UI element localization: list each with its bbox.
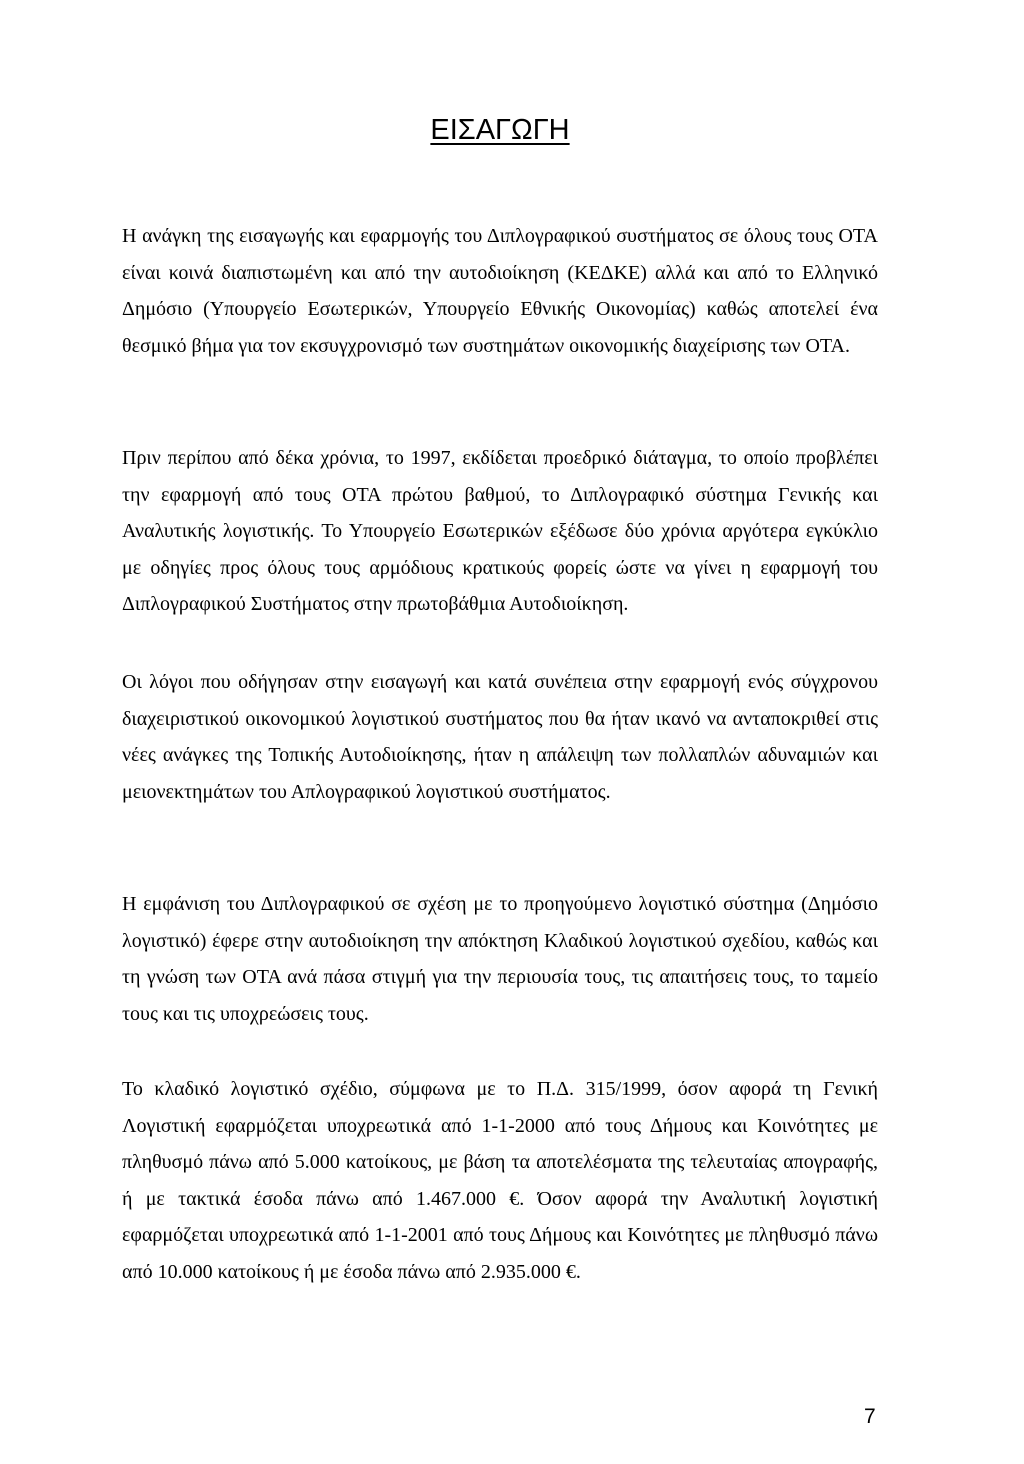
paragraph-3: Οι λόγοι που οδήγησαν στην εισαγωγή και κατά συνέπεια στην εφαρμογή ενός σύγχρονου διαχειριστικού οικονομικού λογιστικού συστήματος που θα ήταν ικανό να ανταποκριθεί στις νέες ανάγκες της Τοπικής Αυτοδιοίκησης, ήταν η απάλειψη των πολλαπλών αδυναμιών και μειονεκτημάτων του Απλογραφικού λογιστικού συστήματος. [122, 671, 878, 803]
page-number: 7 [864, 1405, 876, 1428]
paragraph-2: Πριν περίπου από δέκα χρόνια, το 1997, εκδίδεται προεδρικό διάταγμα, το οποίο προβλέπει την εφαρμογή από τους ΟΤΑ πρώτου βαθμού, το Διπλογραφικό σύστημα Γενικής και Αναλυτικής λογιστικής. Το Υπουργείο Εσωτερικών εξέδωσε δύο χρόνια αργότερα εγκύκλιο με οδηγίες προς όλους τους αρμόδιους κρατικούς φορείς ώστε να γίνει η εφαρμογή του Διπλογραφικού Συστήματος στην πρωτοβάθμια Αυτοδιοίκηση. [122, 447, 878, 616]
paragraph-5: Το κλαδικό λογιστικό σχέδιο, σύμφωνα με το Π.Δ. 315/1999, όσον αφορά τη Γενική Λογιστική εφαρμόζεται υποχρεωτικά από 1-1-2000 από τους Δήμους και Κοινότητες με πληθυσμό πάνω από 5.000 κατοίκους, με βάση τα αποτελέσματα της τελευταίας απογραφής, ή με τακτικά έσοδα πάνω από 1.467.000 €. Όσον αφορά την Αναλυτική λογιστική εφαρμόζεται υποχρεωτικά από 1-1-2001 από τους Δήμους και Κοινότητες με πληθυσμό πάνω από 10.000 κατοίκους ή με έσοδα πάνω από 2.935.000 €. [122, 1078, 878, 1283]
paragraph-1: Η ανάγκη της εισαγωγής και εφαρμογής του Διπλογραφικού συστήματος σε όλους τους ΟΤΑ είναι κοινά διαπιστωμένη και από την αυτοδιοίκηση (ΚΕΔΚΕ) αλλά και από το Ελληνικό Δημόσιο (Υπουργείο Εσωτερικών, Υπουργείο Εθνικής Οικονομίας) καθώς αποτελεί ένα θεσμικό βήμα για τον εκσυγχρονισμό των συστημάτων οικονομικής διαχείρισης των ΟΤΑ. [122, 225, 878, 357]
paragraph-4: Η εμφάνιση του Διπλογραφικού σε σχέση με το προηγούμενο λογιστικό σύστημα (Δημόσιο λογιστικό) έφερε στην αυτοδιοίκηση την απόκτηση Κλαδικού λογιστικού σχεδίου, καθώς και τη γνώση των ΟΤΑ ανά πάσα στιγμή για την περιουσία τους, τις απαιτήσεις τους, το ταμείο τους και τις υποχρεώσεις τους. [122, 893, 878, 1025]
document-page [122, 0, 878, 1464]
page-title: ΕΙΣΑΓΩΓΗ [430, 114, 570, 146]
